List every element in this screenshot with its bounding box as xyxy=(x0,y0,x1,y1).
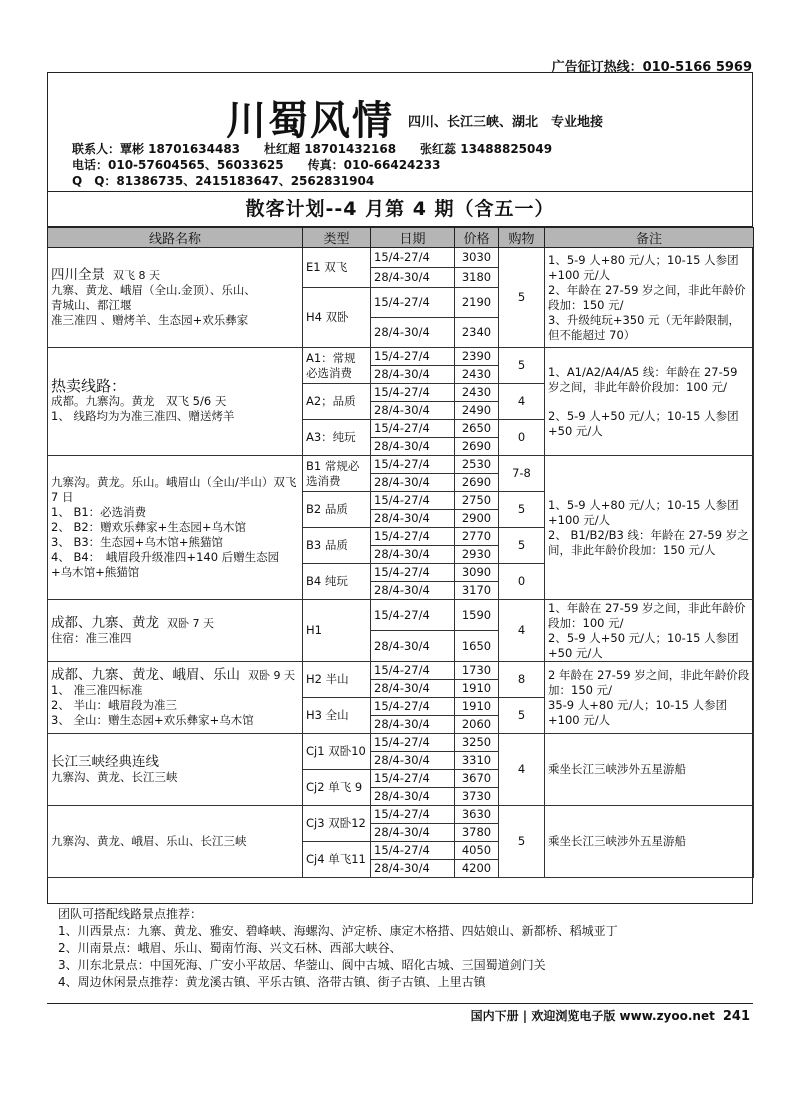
route-title-text: 成都、九寨、黄龙、峨眉、乐山 xyxy=(51,666,240,683)
price-cell: 3250 xyxy=(455,734,499,752)
route-line: 九寨沟。黄龙。乐山。峨眉山（全山/半山）双飞 7 日 xyxy=(51,475,297,504)
date-cell: 15/4-27/4 xyxy=(371,734,455,752)
price-cell: 4050 xyxy=(455,842,499,860)
type-cell: H1 xyxy=(303,600,371,662)
plan-title: 散客计划--4 月第 4 期（含五一） xyxy=(48,192,752,227)
note-line: 1、5-9 人+80 元/人；10-15 人参团+100 元/人 xyxy=(548,497,739,527)
route-line: 准三准四 、赠烤羊、生态园+欢乐彝家 xyxy=(51,312,249,327)
route-line: 九寨沟、黄龙、峨眉、乐山、长江三峡 xyxy=(51,834,247,848)
route-title-suffix: 双卧 9 天 xyxy=(248,668,295,682)
price-cell: 3670 xyxy=(455,770,499,788)
route-line: 青城山、都江堰 xyxy=(51,297,132,312)
route-line: 住宿：准三准四 xyxy=(51,630,132,645)
ad-header xyxy=(48,73,752,192)
date-cell: 15/4-27/4 xyxy=(371,492,455,510)
brand-name: 川蜀风情 xyxy=(226,98,394,144)
date-cell: 28/4-30/4 xyxy=(371,402,455,420)
date-cell: 28/4-30/4 xyxy=(371,510,455,528)
price-cell: 1910 xyxy=(455,698,499,716)
price-cell: 2770 xyxy=(455,528,499,546)
type-cell: Cj1 双卧10 xyxy=(303,734,371,770)
route-line: 九寨、黄龙、峨眉（全山.金顶）、乐山、 xyxy=(51,282,256,297)
price-cell: 2900 xyxy=(455,510,499,528)
type-cell: H4 双卧 xyxy=(303,288,371,348)
footer xyxy=(471,1007,750,1024)
shopping-cell: 4 xyxy=(499,734,545,806)
contact-line: 电话：010-57604565、56033625 传真：010-66424233 xyxy=(72,158,441,172)
date-cell: 28/4-30/4 xyxy=(371,680,455,698)
date-cell: 28/4-30/4 xyxy=(371,860,455,878)
note-line: 2、 B1/B2/B3 线：年龄在 27-59 岁之间，非此年龄价段加：150 元/人 xyxy=(548,527,749,557)
shopping-cell: 4 xyxy=(499,600,545,662)
route-line: 成都。九寨沟。黄龙 双飞 5/6 天 xyxy=(51,394,227,408)
price-cell: 2430 xyxy=(455,366,499,384)
type-cell: A2；品质 xyxy=(303,384,371,420)
route-title xyxy=(51,668,299,683)
table-header-row xyxy=(48,228,754,248)
ad-frame xyxy=(47,72,753,904)
note-cell xyxy=(545,348,754,456)
route-title xyxy=(51,755,299,770)
route-cell xyxy=(48,248,303,348)
price-cell: 4200 xyxy=(455,860,499,878)
price-cell: 3780 xyxy=(455,824,499,842)
price-cell: 2430 xyxy=(455,384,499,402)
type-cell: Cj2 单飞 9 xyxy=(303,770,371,806)
note-line: 1、5-9 人+80 元/人；10-15 人参团+100 元/人 xyxy=(548,252,739,282)
shopping-cell: 7-8 xyxy=(499,456,545,492)
note-line: 2 年龄在 27-59 岁之间，非此年龄价段加：150 元/ xyxy=(548,667,750,697)
route-title xyxy=(51,268,299,283)
note-line: 1、年龄在 27-59 岁之间，非此年龄价段加：100 元/ xyxy=(548,600,746,630)
date-cell: 15/4-27/4 xyxy=(371,420,455,438)
date-cell: 28/4-30/4 xyxy=(371,268,455,288)
route-line: 九寨沟、黄龙、长江三峡 xyxy=(51,769,178,784)
table-row xyxy=(48,456,754,474)
price-cell: 1730 xyxy=(455,662,499,680)
price-cell: 1590 xyxy=(455,600,499,631)
note-cell xyxy=(545,734,754,806)
table-row xyxy=(48,600,754,631)
date-cell: 28/4-30/4 xyxy=(371,546,455,564)
route-title-text: 成都、九寨、黄龙 xyxy=(51,614,159,631)
price-cell: 2930 xyxy=(455,546,499,564)
shopping-cell: 4 xyxy=(499,384,545,420)
note-line: 3、升级纯玩+350 元（无年龄限制，但不能超过 70） xyxy=(548,312,741,342)
route-cell xyxy=(48,456,303,600)
shopping-cell: 0 xyxy=(499,420,545,456)
price-cell: 3170 xyxy=(455,582,499,600)
table-row xyxy=(48,662,754,680)
route-title-suffix: 双卧 7 天 xyxy=(167,616,214,630)
col-header: 备注 xyxy=(545,228,754,248)
route-title-suffix: 双飞 8 天 xyxy=(113,268,160,282)
price-cell: 3030 xyxy=(455,248,499,268)
route-cell xyxy=(48,662,303,734)
table-row xyxy=(48,248,754,268)
type-cell: A1：常规必选消费 xyxy=(303,348,371,384)
date-cell: 28/4-30/4 xyxy=(371,788,455,806)
route-line: 3、 全山：赠生态园+欢乐彝家+乌木馆 xyxy=(51,712,254,727)
route-cell xyxy=(48,348,303,456)
contact-line: 联系人：覃彬 18701634483 杜红超 18701432168 张红蕊 13488825049 xyxy=(72,142,553,156)
type-cell: E1 双飞 xyxy=(303,248,371,288)
date-cell: 28/4-30/4 xyxy=(371,474,455,492)
date-cell: 15/4-27/4 xyxy=(371,770,455,788)
price-cell: 3310 xyxy=(455,752,499,770)
date-cell: 15/4-27/4 xyxy=(371,698,455,716)
recommendations xyxy=(58,906,618,991)
date-cell: 15/4-27/4 xyxy=(371,348,455,366)
table-body xyxy=(48,248,754,878)
price-cell: 1910 xyxy=(455,680,499,698)
shopping-cell: 0 xyxy=(499,564,545,600)
table-row xyxy=(48,734,754,752)
price-cell: 2340 xyxy=(455,318,499,348)
route-title-text: 长江三峡经典连线 xyxy=(51,753,159,770)
date-cell: 15/4-27/4 xyxy=(371,600,455,631)
price-cell: 3730 xyxy=(455,788,499,806)
type-cell: B2 品质 xyxy=(303,492,371,528)
note-line: 2、5-9 人+50 元/人；10-15 人参团+50 元/人 xyxy=(548,408,739,438)
col-header: 线路名称 xyxy=(48,228,303,248)
price-cell: 2060 xyxy=(455,716,499,734)
route-line: 2、 B2：赠欢乐彝家+生态园+乌木馆 xyxy=(51,520,246,534)
route-title-text: 四川全景 xyxy=(51,266,105,283)
date-cell: 28/4-30/4 xyxy=(371,752,455,770)
footer-divider xyxy=(47,1003,753,1004)
footer-text: 国内下册 | 欢迎浏览电子版 www.zyoo.net xyxy=(470,1009,715,1023)
date-cell: 15/4-27/4 xyxy=(371,384,455,402)
date-cell: 15/4-27/4 xyxy=(371,288,455,318)
note-line: 35-9 人+80 元/人；10-15 人参团+100 元/人 xyxy=(548,697,728,727)
note-cell xyxy=(545,456,754,600)
type-cell: B3 品质 xyxy=(303,528,371,564)
note-line: 乘坐长江三峡涉外五星游船 xyxy=(548,834,686,848)
recommendation-item: 1、川西景点：九寨、黄龙、雅安、碧峰峡、海螺沟、泸定桥、康定木格措、四姑娘山、新都桥、稻城亚丁 xyxy=(58,924,618,938)
note-cell xyxy=(545,806,754,878)
type-cell: B4 纯玩 xyxy=(303,564,371,600)
shopping-cell: 5 xyxy=(499,528,545,564)
price-cell: 2750 xyxy=(455,492,499,510)
table-row xyxy=(48,806,754,824)
shopping-cell: 5 xyxy=(499,492,545,528)
date-cell: 15/4-27/4 xyxy=(371,662,455,680)
price-cell: 3630 xyxy=(455,806,499,824)
route-title xyxy=(51,616,299,631)
date-cell: 15/4-27/4 xyxy=(371,806,455,824)
price-cell: 2650 xyxy=(455,420,499,438)
note-cell xyxy=(545,600,754,662)
price-cell: 1650 xyxy=(455,631,499,662)
price-cell: 2390 xyxy=(455,348,499,366)
route-cell xyxy=(48,600,303,662)
recommendation-item: 3、川东北景点：中国死海、广安小平故居、华蓥山、阆中古城、昭化古城、三国蜀道剑门关 xyxy=(58,958,546,972)
note-line: 2、年龄在 27-59 岁之间，非此年龄价段加：150 元/ xyxy=(548,282,746,312)
date-cell: 15/4-27/4 xyxy=(371,564,455,582)
recommendation-item: 4、周边休闲景点推荐：黄龙溪古镇、平乐古镇、洛带古镇、街子古镇、上里古镇 xyxy=(58,975,486,989)
ad-hotline: 广告征订热线：010-5166 5969 xyxy=(551,60,752,75)
date-cell: 28/4-30/4 xyxy=(371,438,455,456)
shopping-cell: 8 xyxy=(499,662,545,698)
route-cell xyxy=(48,806,303,878)
shopping-cell: 5 xyxy=(499,698,545,734)
tour-table xyxy=(47,227,754,878)
date-cell: 28/4-30/4 xyxy=(371,824,455,842)
type-cell: H3 全山 xyxy=(303,698,371,734)
date-cell: 28/4-30/4 xyxy=(371,366,455,384)
route-title-text: 热卖线路： xyxy=(51,377,127,395)
date-cell: 28/4-30/4 xyxy=(371,582,455,600)
date-cell: 15/4-27/4 xyxy=(371,456,455,474)
date-cell: 28/4-30/4 xyxy=(371,716,455,734)
type-cell: H2 半山 xyxy=(303,662,371,698)
price-cell: 2490 xyxy=(455,402,499,420)
note-cell xyxy=(545,248,754,348)
shopping-cell: 5 xyxy=(499,248,545,348)
route-title xyxy=(51,379,299,394)
date-cell: 15/4-27/4 xyxy=(371,528,455,546)
date-cell: 15/4-27/4 xyxy=(371,248,455,268)
route-line: 2、 半山：峨眉段为准三 xyxy=(51,697,177,712)
table-row xyxy=(48,348,754,366)
price-cell: 2530 xyxy=(455,456,499,474)
note-line: 乘坐长江三峡涉外五星游船 xyxy=(548,762,686,776)
type-cell: Cj3 双卧12 xyxy=(303,806,371,842)
route-line: 1、 线路均为为准三准四、赠送烤羊 xyxy=(51,409,235,423)
col-header: 购物 xyxy=(499,228,545,248)
col-header: 日期 xyxy=(371,228,455,248)
page-number: 241 xyxy=(722,1009,750,1024)
brand-subtitle: 四川、长江三峡、湖北 专业地接 xyxy=(408,115,604,130)
price-cell: 2190 xyxy=(455,288,499,318)
shopping-cell: 5 xyxy=(499,806,545,878)
note-cell xyxy=(545,662,754,734)
route-line: 1、 B1：必选消费 xyxy=(51,505,147,519)
route-line: 3、 B3：生态园+乌木馆+熊猫馆 xyxy=(51,535,223,549)
price-cell: 2690 xyxy=(455,474,499,492)
route-cell xyxy=(48,734,303,806)
recommendations-title: 团队可搭配线路景点推荐： xyxy=(58,907,203,921)
price-cell: 2690 xyxy=(455,438,499,456)
col-header: 价格 xyxy=(455,228,499,248)
price-cell: 3180 xyxy=(455,268,499,288)
type-cell: B1 常规必选消费 xyxy=(303,456,371,492)
recommendation-item: 2、川南景点：峨眉、乐山、蜀南竹海、兴文石林、西部大峡谷、 xyxy=(58,941,402,955)
contacts-block xyxy=(72,141,552,189)
date-cell: 28/4-30/4 xyxy=(371,318,455,348)
date-cell: 28/4-30/4 xyxy=(371,631,455,662)
price-cell: 3090 xyxy=(455,564,499,582)
date-cell: 15/4-27/4 xyxy=(371,842,455,860)
route-line: 4、 B4： 峨眉段升级准四+140 后赠生态园+乌木馆+熊猫馆 xyxy=(51,550,280,579)
note-line: 1、A1/A2/A4/A5 线：年龄在 27-59 岁之间，非此年龄价段加：100 元/ xyxy=(548,364,738,394)
route-line: 1、 准三准四标准 xyxy=(51,682,143,697)
shopping-cell: 5 xyxy=(499,348,545,384)
contact-line: Q Q：81386735、2415183647、2562831904 xyxy=(72,174,375,188)
col-header: 类型 xyxy=(303,228,371,248)
type-cell: Cj4 单飞11 xyxy=(303,842,371,878)
type-cell: A3：纯玩 xyxy=(303,420,371,456)
note-line: 2、5-9 人+50 元/人；10-15 人参团+50 元/人 xyxy=(548,630,739,660)
